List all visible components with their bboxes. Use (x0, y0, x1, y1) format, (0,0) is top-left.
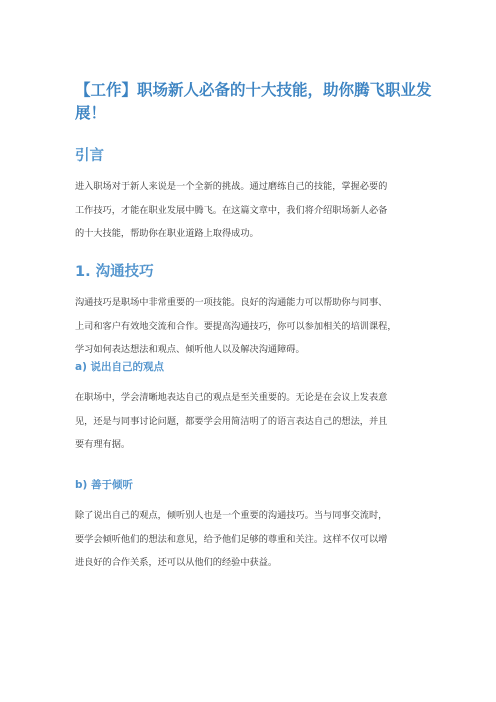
subsection-heading-express-views: a) 说出自己的观点 (75, 361, 165, 373)
paragraph-line: 进入职场对于新人来说是一个全新的挑战。通过磨练自己的技能，掌握必要的 (75, 181, 388, 192)
paragraph-line: 上司和客户有效地交流和合作。要提高沟通技巧，你可以参加相关的培训课程， (75, 320, 397, 332)
listening-paragraph (75, 504, 425, 575)
paragraph-line: 沟通技巧是职场中非常重要的一项技能。良好的沟通能力可以帮助你与同事、 (75, 297, 388, 308)
section-heading-intro: 引言 (75, 148, 104, 164)
communication-paragraph (75, 291, 425, 362)
paragraph-line: 要学会倾听他们的想法和意见，给予他们足够的尊重和关注。这样不仅可以增 (75, 533, 388, 545)
paragraph-line: 进良好的合作关系，还可以从他们的经验中获益。 (75, 557, 278, 568)
paragraph-line: 的十大技能，帮助你在职业道路上取得成功。 (75, 228, 259, 239)
section-heading-communication: 1. 沟通技巧 (75, 264, 154, 280)
intro-paragraph (75, 175, 425, 246)
paragraph-line: 在职场中，学会清晰地表达自己的观点是至关重要的。无论是在会议上发表意 (75, 392, 388, 403)
paragraph-line: 见，还是与同事讨论问题，都要学会用简洁明了的语言表达自己的想法，并且 (75, 415, 388, 427)
title-line-2: 展！ (75, 104, 107, 122)
paragraph-line: 学习如何表达想法和观点、倾听他人以及解决沟通障碍。 (75, 344, 305, 355)
express-views-paragraph (75, 386, 425, 457)
subsection-heading-listening: b) 善于倾听 (75, 479, 133, 491)
paragraph-line: 除了说出自己的观点，倾听别人也是一个重要的沟通技巧。当与同事交流时， (75, 510, 388, 521)
title-line-1: 【工作】职场新人必备的十大技能，助你腾飞职业发 (75, 81, 432, 99)
page-title (75, 79, 440, 125)
paragraph-line: 要有理有据。 (75, 439, 131, 450)
paragraph-line: 工作技巧，才能在职业发展中腾飞。在这篇文章中，我们将介绍职场新人必备 (75, 204, 388, 216)
